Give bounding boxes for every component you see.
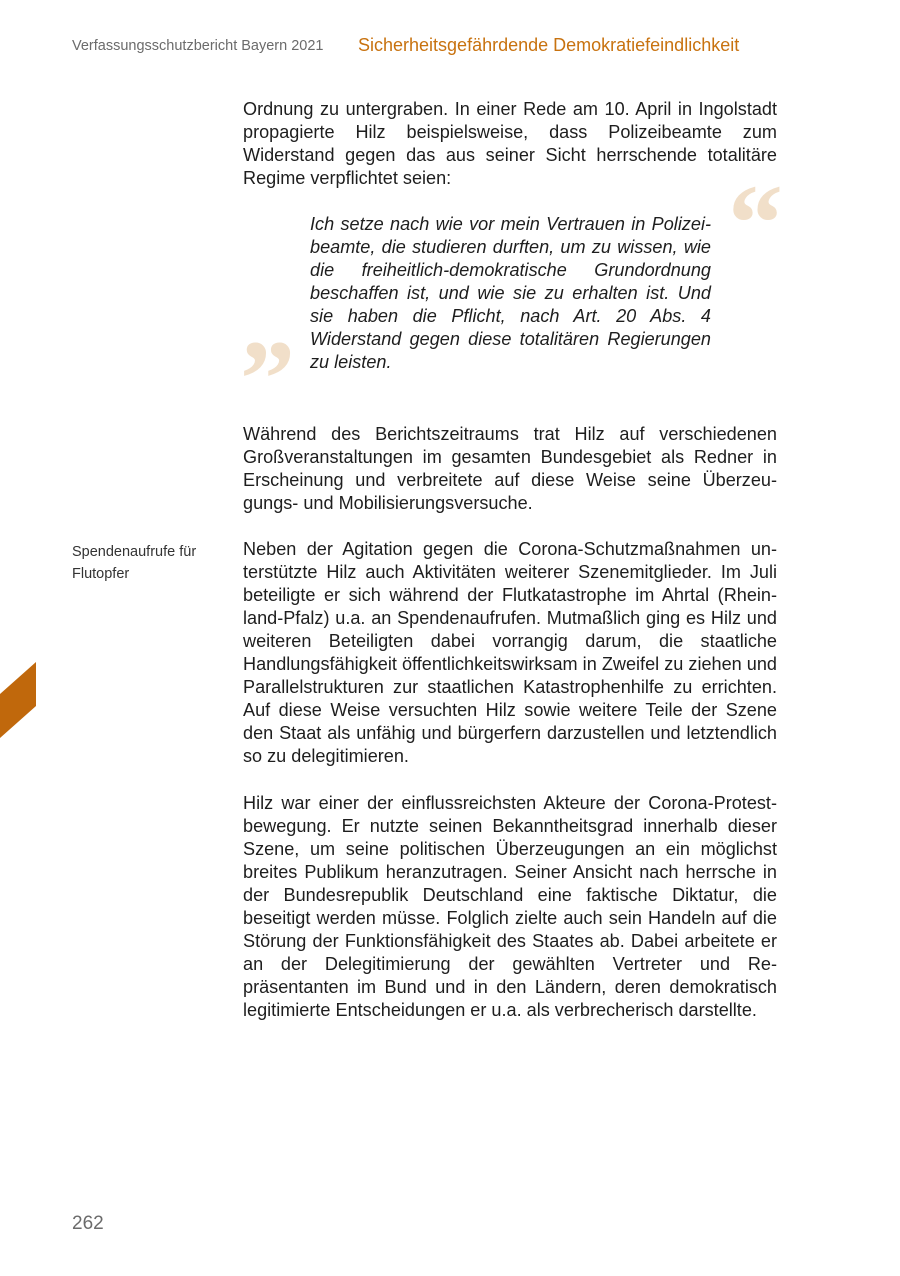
block-quote: Ich setze nach wie vor mein Vertrauen in Polizeibeamte, die studieren durften, um zu wissen, wie die freiheitlich-demokratische Grundordnung beschaffen ist, und wie sie zu erhalten ist. Und sie haben die Pflicht, nach Art. 20 Abs. 4 Widerstand gegen diese totalitären Regierungen zu leisten. bbox=[310, 214, 711, 372]
paragraph-donations: Neben der Agitation gegen die Corona-Schutzmaßnahmen unterstützte Hilz auch Aktivitäten weiterer Szenemitglieder. Im Juli beteiligte er sich während der Flutkatastrophe im Ahrtal (Rheinland-Pfalz) u.a. an Spendenaufrufen. Mutmaßlich ging es Hilz und weiteren Beteiligten dabei vorrangig darum, die staatliche Handlungsfähigkeit öffentlichkeitswirksam in Zweifel zu ziehen und Parallelstrukturen zur staatlichen Katastrophenhilfe zu errichten. Auf diese Weise versuchten Hilz sowie weitere Teile der Szene den Staat als unfähig und bürgerfern darzustellen und letztendlich so zu delegitimieren. bbox=[243, 539, 777, 766]
closing-quote-mark: ” bbox=[240, 318, 295, 440]
page-number: 262 bbox=[72, 1213, 104, 1234]
margin-note: Spendenaufrufe für Flutopfer bbox=[72, 544, 197, 582]
paragraph-events: Während des Berichtszeitraums trat Hilz auf verschiedenen Großveranstaltungen im gesamten Bundesgebiet als Redner in Erscheinung und verbreitete auf diese Weise seine Überzeugungs- und Mobilisierungsversuche. bbox=[243, 424, 777, 513]
report-title: Verfassungsschutzbericht Bayern 2021 bbox=[72, 38, 324, 54]
chapter-side-tab bbox=[0, 662, 36, 738]
paragraph-intro: Ordnung zu untergraben. In einer Rede am 10. April in Ingolstadt propagierte Hilz beispielsweise, dass Polizeibeamte zum Widerstand gegen das aus seiner Sicht herrschende totalitäre Regime verpflichtet seien: bbox=[243, 99, 777, 188]
section-title: Sicherheitsgefährdende Demokratiefeindlichkeit bbox=[358, 35, 740, 55]
paragraph-influence: Hilz war einer der einflussreichsten Akteure der Corona-Protestbewegung. Er nutzte seinen Bekanntheitsgrad innerhalb dieser Szene, um seine politischen Überzeugungen an ein möglichst breites Publikum heranzutragen. Seiner Ansicht nach herrsche in der Bundesrepublik Deutschland eine faktische Diktatur, die beseitigt werden müsse. Folglich zielte auch sein Handeln auf die Störung der Funktionsfähigkeit des Staates ab. Dabei arbeitete er an der Delegitimierung der gewählten Vertreter und Repräsentanten im Bund und in den Ländern, deren demokratisch legitimierte Entscheidungen er u.a. als verbrecherisch darstellte. bbox=[243, 793, 777, 1020]
opening-quote-mark: “ bbox=[728, 162, 783, 284]
